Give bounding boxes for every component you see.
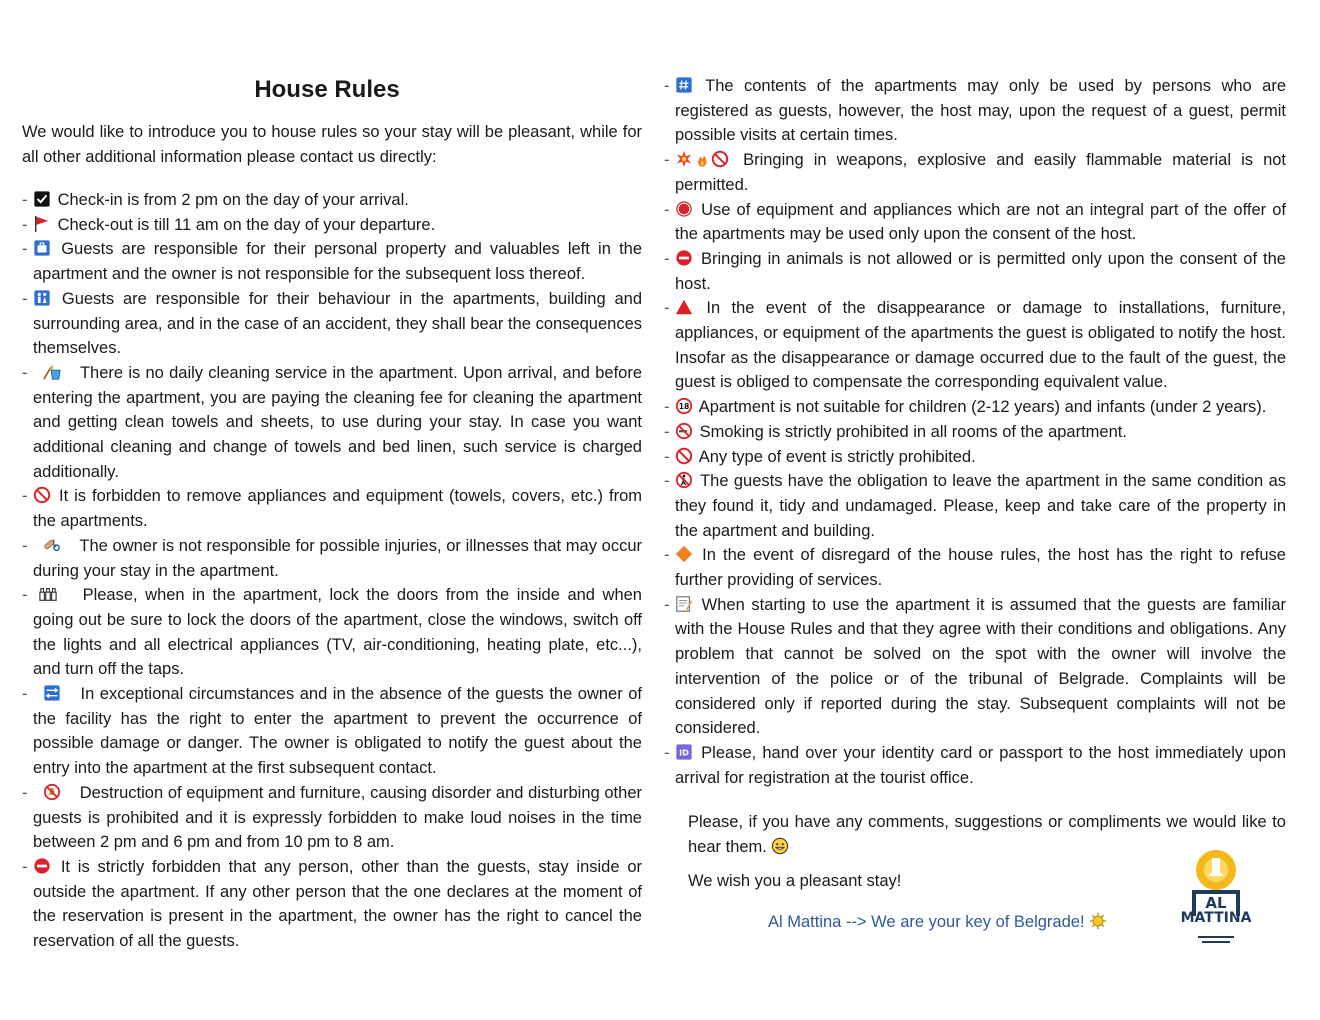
no-bell-prohibited-icon [33, 783, 73, 801]
rule-item [22, 781, 642, 855]
prohibited-icon [675, 447, 693, 465]
rule-item [22, 237, 642, 286]
grinning-face-icon [771, 837, 789, 855]
rule-item [22, 534, 642, 583]
rule-item [664, 74, 1286, 148]
svg-text:ID: ID [679, 747, 689, 758]
sun-icon [1089, 912, 1107, 930]
page-title: House Rules [254, 76, 400, 103]
flag-icon [33, 215, 51, 233]
rule-item [664, 741, 1286, 790]
rule-text: In exceptional circumstances and in the absence of the guests the owner of the facility has the right to enter the apartment to prevent the occurrence of possible damage or danger. The owner is obligated to notify the guest about the entry into the apartment at the first subsequent contact. [33, 685, 642, 778]
rule-item [22, 287, 642, 361]
rule-text: Apartment is not suitable for children (2-12 years) and infants (under 2 years). [698, 398, 1267, 417]
bullet-dash: - [22, 487, 28, 506]
no-smoking-icon [675, 422, 693, 440]
right-rules-list [664, 74, 1286, 790]
rule-item [664, 420, 1286, 445]
rule-item [664, 469, 1286, 543]
door-toolbox-icon [33, 684, 73, 702]
bullet-dash: - [664, 398, 670, 417]
wish-text: We wish you a pleasant stay! [688, 872, 902, 890]
people-icon [33, 289, 51, 307]
rule-item [22, 188, 642, 213]
bullet-dash: - [664, 422, 670, 441]
rule-text: In the event of disregard of the house rules, the host has the right to refuse further providing of services. [675, 546, 1286, 590]
rule-text: Please, when in the apartment, lock the doors from the inside and when going out be sure to lock the doors of the apartment, close the windows, switch off the lights and all electrical appliances (TV, air-conditioning, heating plate, etc...), and turn off the taps. [33, 586, 642, 679]
explosion-fire-prohibited-icon [675, 150, 731, 168]
rule-item [22, 855, 642, 954]
brand-slogan [768, 912, 1109, 932]
bullet-dash: - [22, 363, 28, 382]
rule-text: Use of equipment and appliances which are not an integral part of the offer of the apartments may be used only upon the consent of the host. [675, 200, 1286, 244]
bullet-dash: - [22, 536, 28, 555]
rule-text: The guests have the obligation to leave the apartment in the same condition as they found it, tidy and undamaged. Please, keep and take care of the property in the apartment and building. [675, 472, 1286, 540]
no-pedestrians-icon [675, 471, 693, 489]
memo-icon [675, 595, 693, 613]
rule-text: Bringing in animals is not allowed or is permitted only upon the consent of the host. [675, 249, 1286, 293]
bullet-dash: - [22, 857, 28, 876]
rule-text: Guests are responsible for their behaviour in the apartments, building and surrounding area, and in the case of an accident, they shall bear the consequences themselves. [33, 289, 642, 358]
bullet-dash: - [22, 783, 28, 802]
orange-diamond-icon [675, 545, 693, 563]
bullet-dash: - [22, 191, 28, 209]
bullet-dash: - [22, 685, 28, 704]
bullet-dash: - [664, 472, 670, 491]
bullet-dash: - [22, 586, 28, 605]
locker-icon [33, 239, 51, 257]
rule-item [22, 583, 642, 682]
hash-icon [675, 76, 693, 94]
prohibited-icon [33, 486, 51, 504]
bullet-dash: - [664, 77, 670, 95]
rule-text: The owner is not responsible for possible injuries, or illnesses that may occur during your stay in the apartment. [33, 536, 642, 580]
bullet-dash: - [22, 240, 28, 259]
bullet-dash: - [664, 151, 670, 170]
rule-text: Guests are responsible for their personal property and valuables left in the apartment and the owner is not responsible for the subsequent loss thereof. [33, 240, 643, 284]
brand-slogan-text: Al Mattina --> We are your key of Belgrade! [768, 913, 1085, 931]
checkbox-icon [33, 190, 51, 208]
rule-item [22, 213, 642, 238]
rule-text: Check-in is from 2 pm on the day of your arrival. [57, 191, 409, 209]
rule-text: The contents of the apartments may only be used by persons who are registered as guests, however, the host may, upon the request of a guest, permit possible visits at certain times. [675, 77, 1286, 145]
rule-item [664, 445, 1286, 470]
rule-item [664, 395, 1286, 420]
intro-text: We would like to introduce you to house rules so your stay will be pleasant, while for all other additional information please contact us directly: [22, 123, 642, 166]
rule-text: Check-out is till 11 am on the day of your departure. [57, 215, 436, 234]
rule-item [664, 296, 1286, 395]
bullet-dash: - [664, 546, 670, 565]
logo-text-al: AL [1205, 894, 1227, 912]
rule-item [664, 198, 1286, 247]
rule-text: Bringing in weapons, explosive and easily flammable material is not permitted. [675, 151, 1287, 194]
locks-icon [33, 585, 73, 603]
rule-text: Please, hand over your identity card or passport to the host immediately upon arrival for registration at the tourist office. [675, 743, 1286, 787]
rule-text: When starting to use the apartment it is assumed that the guests are familiar with the House Rules and that they agree with their conditions and obligations. Any problem that cannot be solved on the spot with the owner will involve the intervention of the police or of the tribunal of Belgrade. Complaints will be considered only if reported during the stay. Subsequent complaints will not be considered. [675, 595, 1287, 738]
feedback-text: Please, if you have any comments, suggestions or compliments we would like to hear them. [688, 813, 1286, 856]
no-under-18-icon [675, 397, 693, 415]
no-entry-icon [33, 857, 51, 875]
rule-item [664, 148, 1286, 197]
rule-item [22, 361, 642, 485]
bullet-dash: - [22, 215, 28, 234]
rule-item [664, 247, 1286, 296]
logo-text-mattina: MATTINA [1180, 910, 1252, 926]
bullet-dash: - [664, 249, 670, 268]
rule-item [664, 593, 1286, 741]
al-mattina-logo [1176, 848, 1256, 950]
rule-text: Destruction of equipment and furniture, causing disorder and disturbing other guests is prohibited and it is expressly forbidden to make loud noises in the time between 2 pm and 6 pm and from 10 pm to 8 am. [33, 783, 642, 852]
id-icon [675, 743, 693, 761]
bullet-dash: - [664, 743, 670, 762]
rule-text: It is forbidden to remove appliances and equipment (towels, covers, etc.) from the apartments. [33, 487, 642, 531]
rule-text: In the event of the disappearance or damage to installations, furniture, appliances, or equipment of the apartments the guest is obligated to notify the host. Insofar as the disappearance or damage occurred due to the fault of the guest, the guest is obliged to compensate the corresponding equivalent value. [675, 299, 1286, 392]
bandage-stethoscope-icon [33, 536, 73, 554]
bullet-dash: - [664, 200, 670, 219]
svg-text:18: 18 [678, 402, 690, 412]
bullet-dash: - [664, 299, 670, 318]
bullet-dash: - [22, 289, 28, 308]
bullet-dash: - [664, 595, 670, 614]
left-rules-list [22, 188, 642, 954]
warning-triangle-icon [675, 298, 693, 316]
rule-item [22, 484, 642, 533]
rule-text: There is no daily cleaning service in the apartment. Upon arrival, and before entering the apartment, you are paying the cleaning fee for cleaning the apartment and getting clean towels and sheets, to use during your stay. In case you want additional cleaning and change of towels and bed linen, such service is charged additionally. [33, 363, 642, 481]
rule-text: Smoking is strictly prohibited in all rooms of the apartment. [699, 422, 1127, 441]
rule-text: Any type of event is strictly prohibited. [698, 447, 976, 466]
bullet-dash: - [664, 447, 670, 466]
stop-sign-icon [675, 200, 693, 218]
rule-text: It is strictly forbidden that any person, other than the guests, stay inside or outside the apartment. If any other person that the one declares at the moment of the reservation is present in the apartment, the owner has the right to cancel the reservation of all the guests. [33, 857, 642, 951]
rule-item [664, 543, 1286, 592]
no-entry-icon [675, 249, 693, 267]
rule-item [22, 682, 642, 781]
broom-bucket-icon [33, 363, 73, 381]
